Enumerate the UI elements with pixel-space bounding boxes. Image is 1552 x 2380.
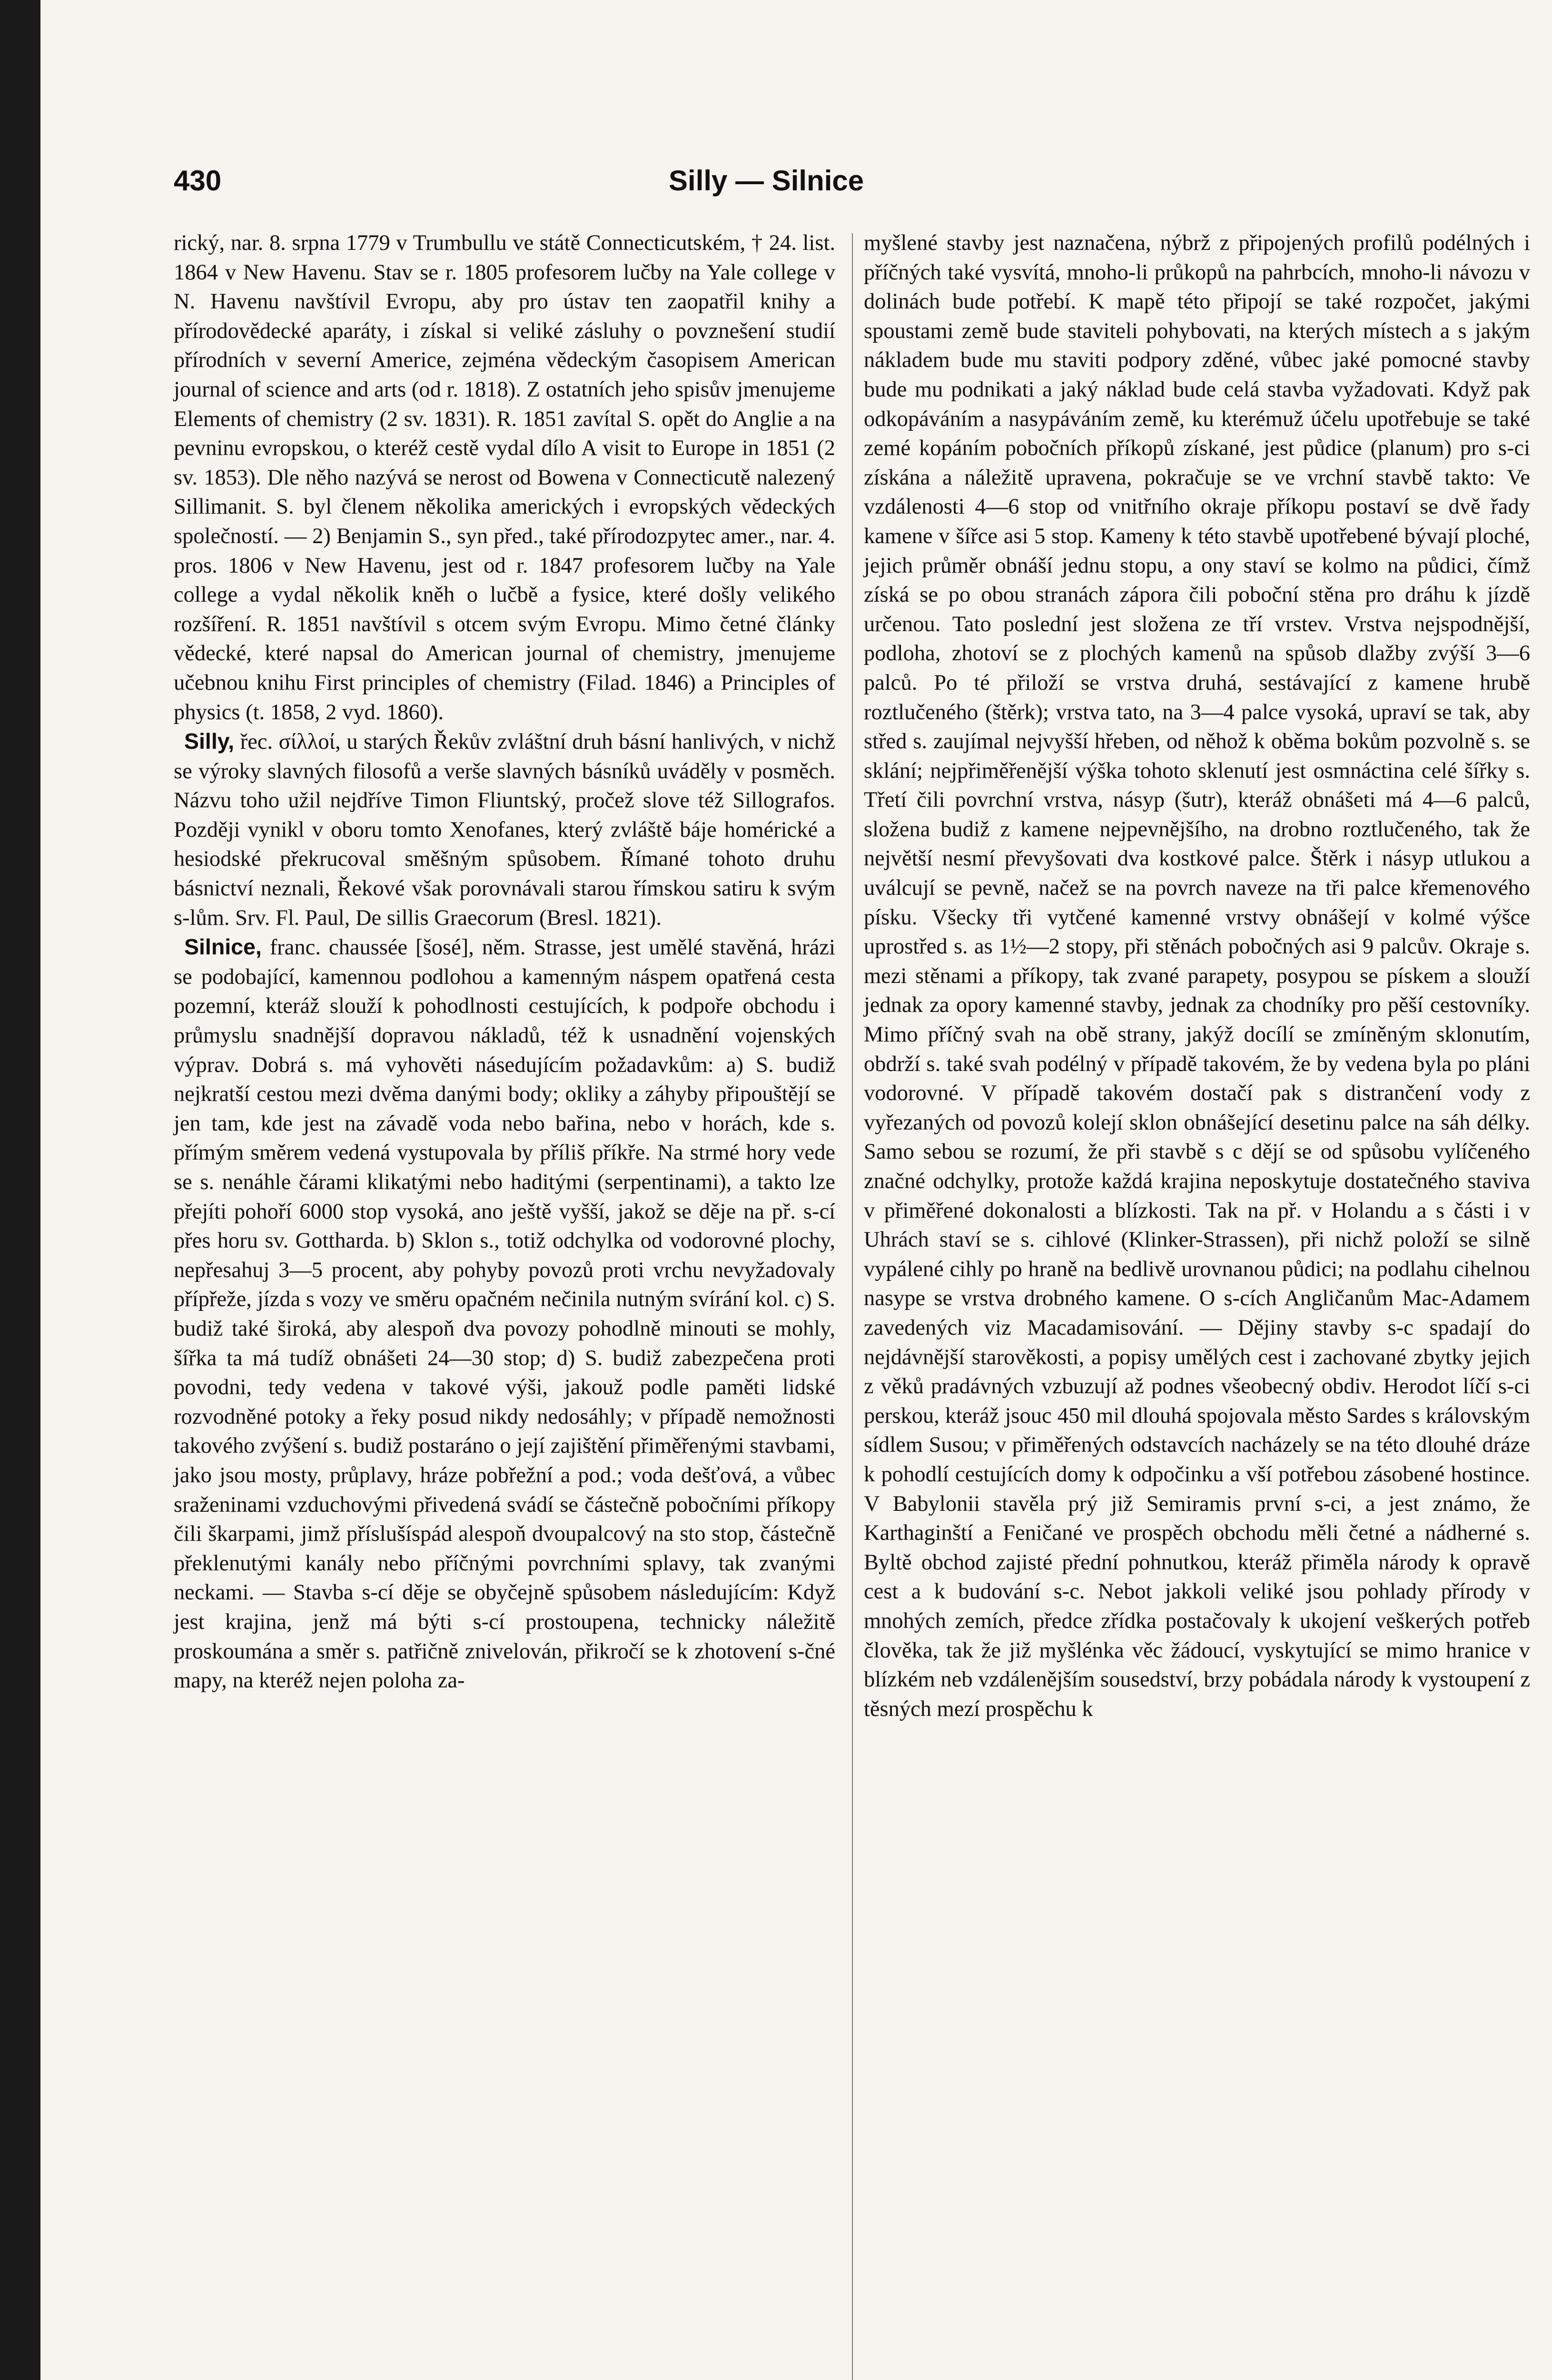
headword-silly: Silly, [184,729,235,754]
silnice-continuation: myšlené stavby jest naznačena, nýbrž z připojených profilů podélných i příčných také vysvítá, mnoho-li průkopů na pahrbcích, mnoho-li návozu v dolinách bude potřebí. K mapě této připojí se také rozpočet, jakými spoustami země bude staviteli pohybovati, na kterých místech a s jakým nákladem bude mu staviti podpory zděné, vůbec jaké pomocné stavby bude mu podnikati a jaký náklad bude celá stavba vyžadovati. Když pak odkopáváním a nasypáváním země, ku kterémuž účelu upotřebuje se také zemé kopáním pobočních příkopů získané, jest půdice (planum) pro s-ci získána a náležitě upravena, pokračuje se ve vrchní stavbě takto: Ve vzdálenosti 4—6 stop od vnitřního okraje příkopu postaví se dvě řady kamene v šířce asi 5 stop. Kameny k této stavbě upotřebené bývají ploché, jejich průměr obnáší jednu stopu, a ony staví se kolmo na půdici, čímž získá se po obou stranách zápora čili poboční stěna pro dráhu k jízdě určenou. Tato poslední jest složena ze tří vrstev. Vrstva nejspodnější, podloha, zhotoví se z plochých kamenů na spůsob dlažby zvýší 3—6 palců. Po té přiloží se vrstva druhá, sestávající z kamene hrubě roztlučeného (štěrk); vrstva tato, na 3—4 palce vysoká, upraví se tak, aby střed s. zaujímal nejvyšší hřeben, od něhož k oběma bokům pozvolně s. se sklání; nejpřiměřenější výška tohoto sklenutí jest osmnáctina celé šířky s. Třetí čili povrchní vrstva, násyp (šutr), kteráž obnášeti má 4—6 palců, složena budiž z kamene nejpevnějšího, na drobno roztlučeného, tak že největší nesmí převyšovati dva kostkové palce. Štěrk i násyp utlukou a uválcují se pevně, načež se na povrch naveze na tři palce křemenového písku. Všecky tři vytčené kamenné vrstvy obnášejí v kolmé výšce uprostřed s. as 1½—2 stopy, při stěnách pobočných asi 9 palcův. Okraje s. mezi stěnami a příkopy, tak zvané parapety, posypou se pískem a slouží jednak za opory kamenné stavby, jednak za chodníky pro pěší cestovníky. Mimo příčný svah na obě strany, jakýž docílí se zmíněným sklonutím, obdrží s. také svah podélný v případě takovém, že by vedena byla po pláni vodorovné. V případě takovém dostačí pak s distrančení vody z vyřezaných od povozů kolejí sklon obnášející desetinu palce na sáh délky. Samo sebou se rozumí, že při stavbě s c dějí se od spůsobu vylíčeného značné odchylky, protože každá krajina neposkytuje dostatečného staviva v přiměřené dokonalosti a blízkosti. Tak na př. v Holandu a s části i v Uhrách staví se s. cihlové (Klinker-Strassen), při nichž položí se silně vypálené cihly po hraně na bedlivě urovnanou půdici; na podlahu cihelnou nasype se vrstva drobného kamene. O s-cích Angličanům Mac-Adamem zavedených viz Macadamisování. — Dějiny stavby s-c spadají do nejdávnější starověkosti, a popisy umělých cest i zachované zbytky jejich z věků pradávných vzbuzují až podnes všeobecný obdiv. Herodot líčí s-ci perskou, kteráž jsouc 450 mil dlouhá spojovala město Sardes s královským sídlem Susou; v přiměřených odstavcích nacházely se na této dlouhé dráze k pohodlí cestujících domy k odpočinku a vší potřebou zásobené hostince. V Babylonii stavěla prý již Semiramis první s-ci, a jest známo, že Karthaginští a Feničané ve prospěch obchodu měli četné a nádherné s. Byltě obchod zajisté přední pohnutkou, kteráž přiměla národy k opravě cest a k budování s-c. Nebot jakkoli veliké jsou pohlady přírody v mnohých zemích, předce zřídka postačovaly k ukojení veškerých potřeb člověka, tak že již myšlénka věc žádoucí, vyskytující se mimo hranice v blízkém neb vzdálenějším sousedství, brzy pobádala národy k vystoupení z těsných mezí prospěchu k [864,231,1530,1721]
left-column [174,228,835,1696]
running-title: Silly — Silnice [669,165,864,197]
column-divider [852,233,853,2380]
running-header [174,164,1030,207]
entry-silnice-text: franc. chaussée [šosé], něm. Strasse, jest umělé stavěná, hrázi se podobající, kamennou podlohou a kamenným náspem opatřená cesta pozemní, kteráž slouží k pohodlnosti cestujících, k podpoře obchodu i průmyslu snadnější dopravou nákladů, též k usnadnění vojenských výprav. Dobrá s. má vyhověti násedujícím požadavkům: a) S. budiž nejkratší cestou mezi dvěma danými body; okliky a záhyby připouštějí se jen tam, kde jest na závadě voda nebo bařina, nebo v horách, kde s. přímým směrem vedená vystupovala by příliš příkře. Na strmé hory vede se s. nenáhle čárami klikatými nebo haditými (serpentinami), a takto lze přejíti pohoří 6000 stop vysoká, ano ještě vyšší, jakož se děje na př. s-cí přes horu sv. Gottharda. b) Sklon s., totiž odchylka od vodorovné plochy, nepřesahuj 3—5 procent, aby pohyby povozů proti vrchu nevyžadovaly přípřeže, jízda s vozy ve směru opačném nečinila nutným svírání kol. c) S. budiž také široká, aby alespoň dva povozy pohodlně minouti se mohly, šířka ta má tudíž obnášeti 24—30 stop; d) S. budiž zabezpečena proti povodni, tedy vedena v takové výši, jakouž podle paměti lidské rozvodněné potoky a řeky posud nikdy nedosáhly; v případě nemožnosti takového zvýšení s. budiž postaráno o její zajištění přiměřenými stavbami, jako jsou mosty, průplavy, hráze pobřežní a pod.; voda dešťová, a vůbec sraženinami vzduchovými přivedená svádí se částečně pobočními příkopy čili škarpami, jimž příslušíspád alespoň dvoupalcový na sto stop, částečně překlenutými kanály nebo příčnými povrchními splavy, tak zvanými neckami. — Stavba s-cí děje se obyčejně spůsobem následujícím: Když jest krajina, jenž má býti s-cí prostoupena, technicky náležitě proskoumána a směr s. patřičně znivelován, přikročí se k zhotovení s-čné mapy, na kteréž nejen poloha za- [174,935,835,1693]
entry-silly-text: řec. σίλλοί, u starých Řekův zvláštní druh básní hanlivých, v nichž se výroky slavných filosofů a verše slavných básníků uváděly v posměch. Názvu toho užil nejdříve Timon Fliuntský, pročež slove též Sillografos. Později vynikl v oboru tomto Xenofanes, který zvláště báje homérické a hesiodské překrucoval směšným spůsobem. Římané tohoto druhu básnictví neznali, Řekové však porovnávali starou římskou satiru k svým s-lům. Srv. Fl. Paul, De sillis Graecorum (Bresl. 1821). [174,730,835,930]
page-number: 430 [174,165,222,197]
document-page [40,0,1552,2380]
silliman-continuation: rický, nar. 8. srpna 1779 v Trumbullu ve státě Connecticutském, † 24. list. 1864 v New Havenu. Stav se r. 1805 profesorem lučby na Yale college v N. Havenu navštívil Evropu, aby pro ústav ten zaopatřil knihy a přírodovědecké aparáty, i získal si veliké zásluhy o povznešení studií přírodních v severní Americe, zejména vědeckým časopisem American journal of science and arts (od r. 1818). Z ostatních jeho spisův jmenujeme Elements of chemistry (2 sv. 1831). R. 1851 zavítal S. opět do Anglie a na pevninu evropskou, o kteréž cestě vydal dílo A visit to Europe in 1851 (2 sv. 1853). Dle něho nazývá se nerost od Bowena v Connecticutě nalezený Sillimanit. S. byl členem několika amerických i evropských vědeckých společností. — 2) Benjamin S., syn před., také přírodozpytec amer., nar. 4. pros. 1806 v New Havenu, jest od r. 1847 profesorem lučby na Yale college a vydal několik kněh o lučbě a fysice, které došly velikého rozšíření. R. 1851 navštívil s otcem svým Evropu. Mimo četné články vědecké, které napsal do American journal of chemistry, jmenujeme učebnou knihu First principles of chemistry (Filad. 1846) a Principles of physics (t. 1858, 2 vyd. 1860). [174,231,835,724]
entry-silnice [174,932,835,1695]
right-column [864,228,1530,1724]
headword-silnice: Silnice, [184,934,262,960]
entry-silly [174,727,835,932]
